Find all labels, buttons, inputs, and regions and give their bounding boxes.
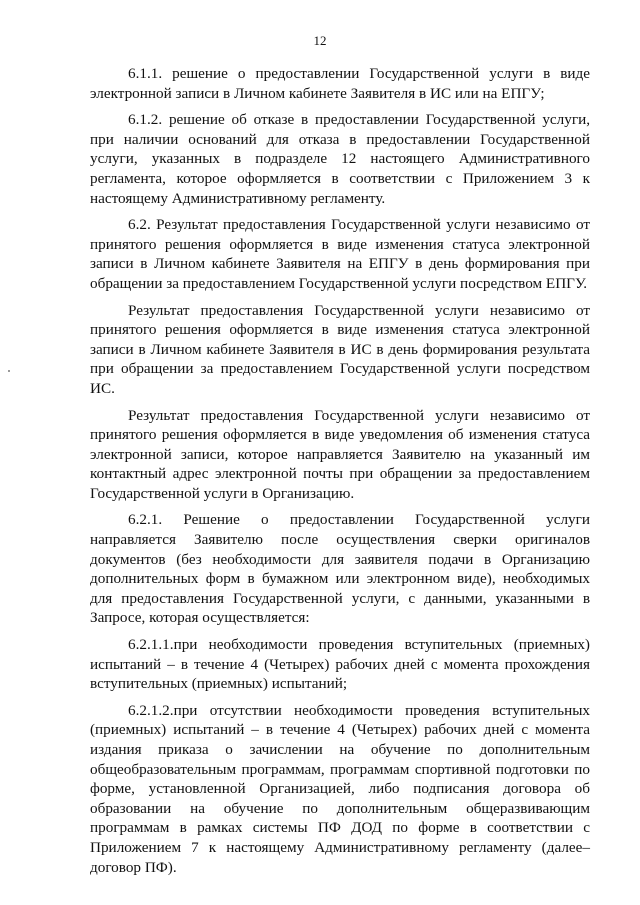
paragraph-6-1-2: 6.1.2. решение об отказе в предоставлении Государственной услуги, при наличии оснований для отказа в предоставлении Государственной услуги, указанных в подразделе 12 настоящего Административного регламента, которое оформляется в соответствии с Приложением 3 к настоящему Административному регламенту. [90,111,590,207]
paragraph-result-organization: Результат предоставления Государственной услуги независимо от принятого решения оформляется в виде уведомления об изменения статуса электронной записи, которое направляется Заявителю на указанный им контактный адрес электронной почты при обращении за предоставлением Государственной услуги в Организацию. [90,406,590,502]
paragraph-result-is: Результат предоставления Государственной услуги независимо от принятого решения оформляется в виде изменения статуса электронной записи в Личном кабинете Заявителя в ИС в день формирования результата при обращении за предоставлением Государственной услуги посредством ИС. [90,301,590,397]
paragraph-6-1-1: 6.1.1. решение о предоставлении Государственной услуги в виде электронной записи в Личном кабинете Заявителя в ИС или на ЕПГУ; [90,65,590,102]
paragraph-6-2-1: 6.2.1. Решение о предоставлении Государственной услуги направляется Заявителю после осуществления сверки оригиналов документов (без необходимости для заявителя подачи в Организацию дополнительных форм в бумажном или электронном виде), необходимых для предоставления Государственной услуги, с данными, указанными в Запросе, которая осуществляется: [90,511,590,627]
scan-speck [8,370,10,372]
paragraph-6-2-1-2: 6.2.1.2.при отсутствии необходимости проведения вступительных (приемных) испытаний – в течение 4 (Четырех) рабочих дней с момента издания приказа о зачислении на обучение по дополнительным общеобразовательным программам, программам спортивной подготовки по форме, установленной Организацией, либо подписания договора об образовании на обучение по дополнительным общеразвивающим программам в рамках системы ПФ ДОД по форме в соответствии с Приложением 7 к настоящему Административному регламенту (далее– договор ПФ). [90,701,590,876]
paragraph-6-2-1-1: 6.2.1.1.при необходимости проведения вступительных (приемных) испытаний – в течение 4 (Четырех) рабочих дней с момента прохождения вступительных (приемных) испытаний; [90,636,590,693]
document-body [90,64,590,877]
paragraph-6-2: 6.2. Результат предоставления Государственной услуги независимо от принятого решения оформляется в виде изменения статуса электронной записи в Личном кабинете Заявителя на ЕПГУ в день формирования при обращении за предоставлением Государственной услуги посредством ЕПГУ. [90,216,590,292]
page-number: 12 [313,33,327,48]
